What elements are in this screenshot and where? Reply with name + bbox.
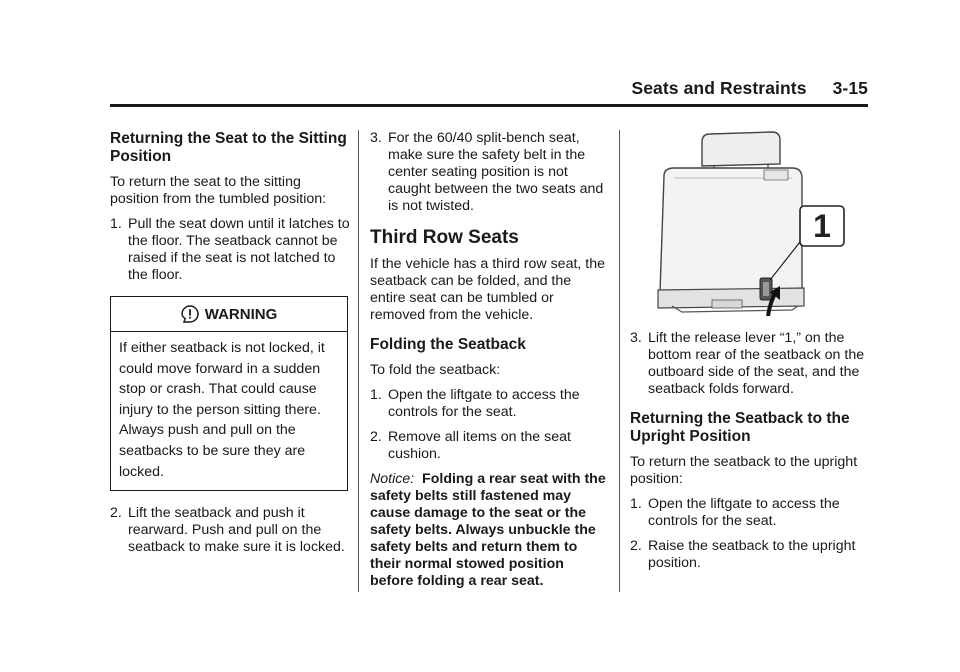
paragraph: To return the seat to the sitting position from the tumbled position: (110, 174, 327, 207)
step-number: 2. (370, 429, 382, 445)
step-number: 1. (370, 387, 382, 403)
list-item (630, 538, 870, 572)
step-number: 1. (630, 496, 642, 512)
seatback-illustration (652, 130, 860, 316)
column-divider (358, 130, 359, 592)
column-1 (110, 130, 350, 564)
warning-box (110, 296, 348, 491)
list-item (630, 496, 870, 530)
warning-text: If either seatback is not locked, it could move forward in a sudden stop or crash. That could cause injury to the person sitting there. Always push and pull on the seatbacks to be sure they are locked. (119, 340, 325, 480)
subsection-heading: Folding the Seatback (370, 336, 526, 353)
step-number: 2. (110, 505, 122, 522)
step-number: 3. (630, 330, 642, 346)
seatback-figure (652, 130, 860, 316)
page-header (110, 78, 868, 107)
step-text: Open the liftgate to access the controls for the seat. (388, 387, 580, 420)
step-text: Pull the seat down until it latches to the floor. The seatback cannot be raised if the seat is not latched to the floor. (128, 216, 350, 283)
section-title: Seats and Restraints (631, 78, 807, 98)
list-item (370, 429, 610, 463)
step-text: Raise the seatback to the upright position. (648, 538, 856, 571)
step-number: 3. (370, 130, 382, 146)
step-text: For the 60/40 split-bench seat, make sure the safety belt in the center seating position is not caught between the two seats and is not twisted. (388, 130, 604, 214)
paragraph: To fold the seatback: (370, 362, 501, 378)
paragraph: If the vehicle has a third row seat, the seatback can be folded, and the entire seat can be tumbled or removed from the vehicle. (370, 256, 606, 323)
warning-header (111, 297, 347, 332)
step-number: 1. (110, 216, 122, 232)
warning-icon (181, 305, 199, 323)
notice-label: Notice: (370, 471, 415, 487)
section-heading: Returning the Seatback to the Upright Position (630, 410, 850, 445)
step-text: Lift the release lever “1,” on the bottom rear of the seatback on the outboard side of the seat, and the seatback folds forward. (648, 330, 865, 397)
notice-text: Folding a rear seat with the safety belts still fastened may cause damage to the seat or the safety belts. Always unbuckle the safety belts and return them to their normal stowed position before folding a rear seat. (370, 471, 606, 589)
warning-title: WARNING (204, 305, 278, 323)
column-divider (619, 130, 620, 592)
list-item (630, 330, 870, 398)
list-item (370, 387, 610, 421)
column-3 (630, 330, 870, 580)
figure-callout-label: 1 (813, 208, 831, 244)
step-text: Remove all items on the seat cushion. (388, 429, 571, 462)
list-item (110, 505, 350, 556)
page-number: 3-15 (832, 78, 868, 98)
section-heading: Returning the Seat to the Sitting Position (110, 130, 347, 165)
step-number: 2. (630, 538, 642, 554)
paragraph: To return the seatback to the upright position: (630, 454, 858, 487)
list-item (370, 130, 610, 215)
section-heading: Third Row Seats (370, 227, 519, 248)
notice (370, 471, 610, 590)
step-text: Lift the seatback and push it rearward. Push and pull on the seatback to make sure it is locked. (128, 505, 345, 556)
list-item (110, 216, 350, 284)
step-text: Open the liftgate to access the controls for the seat. (648, 496, 840, 529)
column-2 (370, 130, 610, 598)
